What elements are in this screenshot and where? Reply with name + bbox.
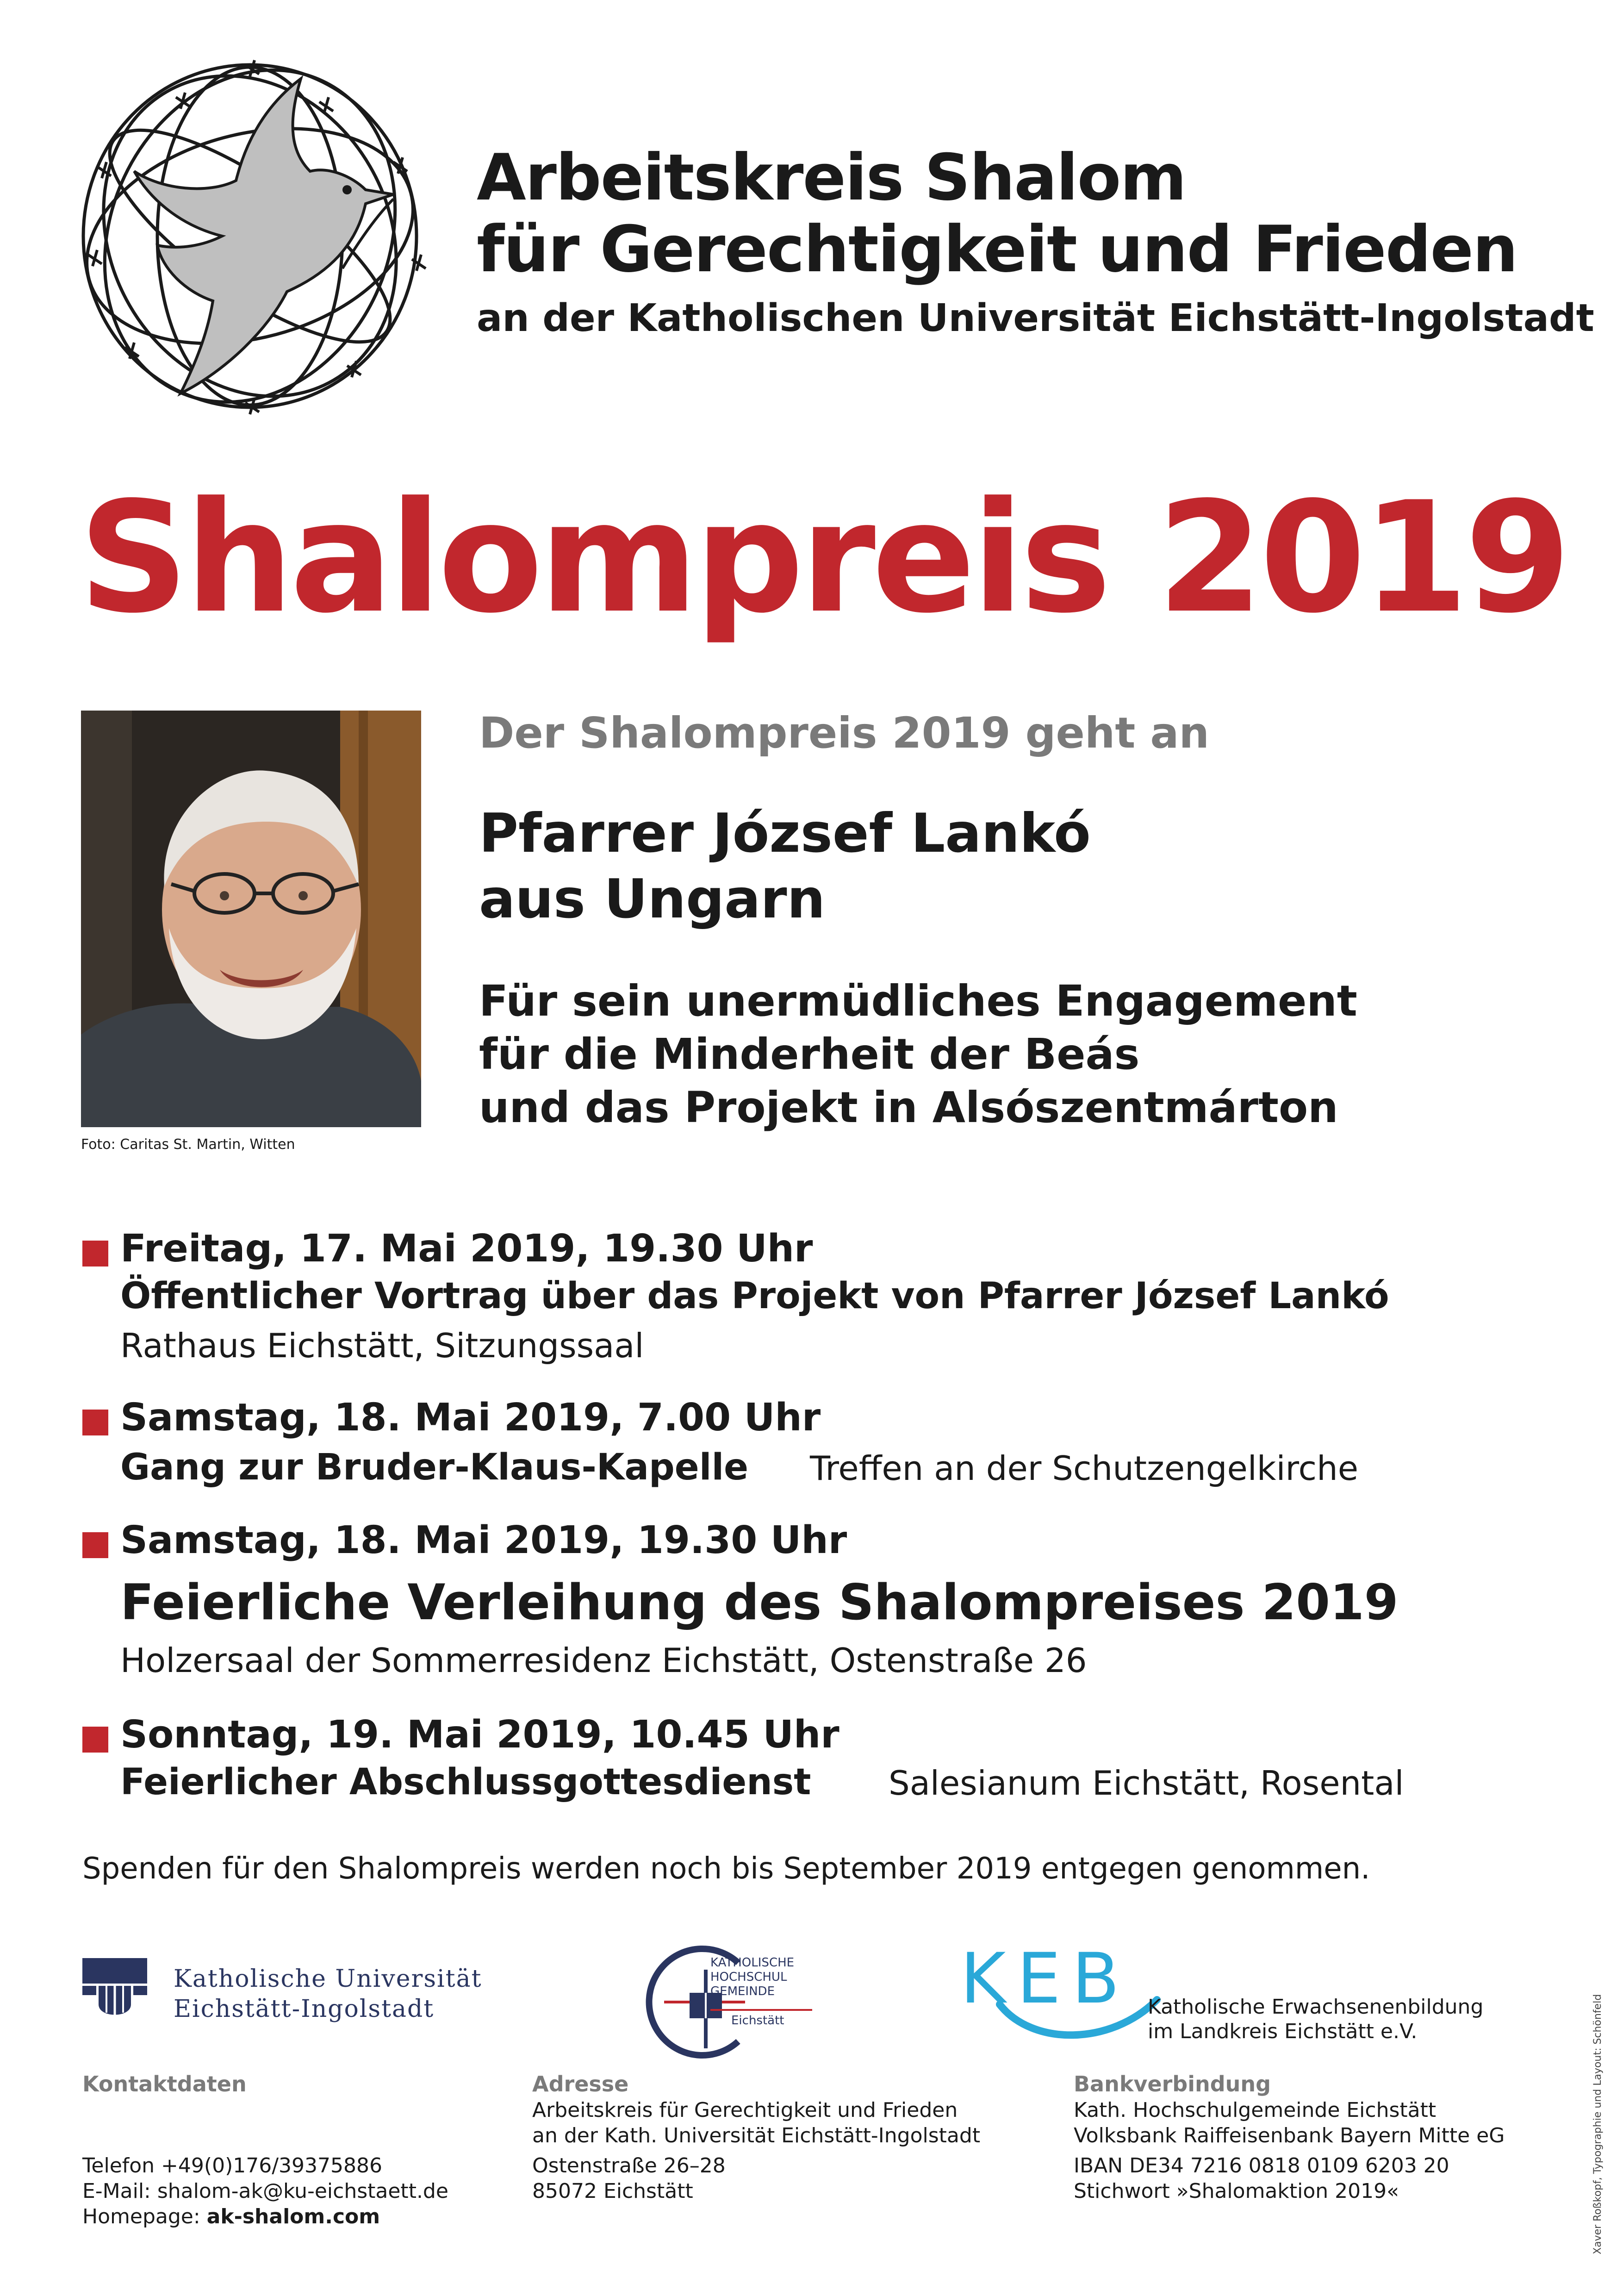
keb-logo: KEB <box>960 1939 1131 2019</box>
khg-line3: GEMEINDE <box>710 1984 775 1999</box>
reason-line2: für die Minderheit der Beás <box>479 1029 1140 1079</box>
address-line: 85072 Eichstätt <box>532 2179 693 2203</box>
khg-line1: KATHOLISCHE <box>710 1956 795 1970</box>
ku-name-line1: Katholische Universität <box>174 1965 482 1993</box>
khg-line2: HOCHSCHUL <box>710 1970 787 1984</box>
organization-affiliation: an der Katholischen Universität Eichstätt-Ingolstadt <box>477 296 1594 340</box>
design-credit: Xaver Roßkopf, Typographie und Layout: Schönfeld <box>1592 1994 1604 2254</box>
organization-name: Arbeitskreis Shalom <box>477 140 1186 215</box>
reason-line3: und das Projekt in Alsószentmárton <box>479 1083 1338 1132</box>
keb-line2: im Landkreis Eichstätt e.V. <box>1148 2019 1418 2043</box>
contact-phone: Telefon +49(0)176/39375886 <box>82 2154 382 2177</box>
address-line: an der Kath. Universität Eichstätt-Ingolstadt <box>532 2124 981 2147</box>
bank-line: Stichwort »Shalomaktion 2019« <box>1074 2179 1399 2203</box>
event-marker <box>82 1532 108 1558</box>
laureate-portrait-photo <box>81 711 421 1127</box>
contact-email: E-Mail: shalom-ak@ku-eichstaett.de <box>82 2179 448 2203</box>
event-venue: Salesianum Eichstätt, Rosental <box>889 1764 1404 1803</box>
page-title: Shalompreis 2019 <box>79 469 1567 647</box>
event-title: Feierliche Verleihung des Shalompreises 2019 <box>120 1574 1399 1631</box>
event-title: Gang zur Bruder-Klaus-Kapelle <box>120 1447 749 1488</box>
award-reason <box>479 974 1357 1134</box>
organization-subtitle: für Gerechtigkeit und Frieden <box>477 212 1517 287</box>
laureate-line1: Pfarrer József Lankó <box>479 802 1091 865</box>
event-title: Öffentlicher Vortrag über das Projekt von Pfarrer József Lankó <box>120 1275 1389 1317</box>
address-line: Ostenstraße 26–28 <box>532 2154 726 2177</box>
award-intro: Der Shalompreis 2019 geht an <box>479 708 1209 758</box>
reason-line1: Für sein unermüdliches Engagement <box>479 976 1357 1026</box>
keb-name <box>1148 1995 1483 2044</box>
ku-name-line2: Eichstätt-Ingolstadt <box>174 1995 435 2023</box>
event-date: Samstag, 18. Mai 2019, 19.30 Uhr <box>120 1518 847 1562</box>
event-title: Feierlicher Abschlussgottesdienst <box>120 1761 811 1803</box>
event-venue: Rathaus Eichstätt, Sitzungssaal <box>120 1326 644 1365</box>
bank-line: Volksbank Raiffeisenbank Bayern Mitte eG <box>1074 2124 1505 2147</box>
khg-name <box>710 1956 794 1999</box>
laureate-line2: aus Ungarn <box>479 867 826 930</box>
dove-barbed-wire-logo-icon <box>69 51 430 421</box>
address-heading: Adresse <box>532 2071 629 2096</box>
event-venue: Treffen an der Schutzengelkirche <box>810 1449 1359 1488</box>
event-marker <box>82 1727 108 1753</box>
laureate-name <box>479 801 1091 932</box>
photo-credit: Foto: Caritas St. Martin, Witten <box>81 1136 295 1153</box>
event-date: Sonntag, 19. Mai 2019, 10.45 Uhr <box>120 1713 839 1757</box>
event-marker <box>82 1410 108 1435</box>
event-date: Freitag, 17. Mai 2019, 19.30 Uhr <box>120 1227 813 1271</box>
donation-note: Spenden für den Shalompreis werden noch bis September 2019 entgegen genommen. <box>82 1852 1370 1886</box>
bank-line: IBAN DE34 7216 0818 0109 6203 20 <box>1074 2154 1449 2177</box>
homepage-link[interactable]: ak-shalom.com <box>206 2205 380 2228</box>
event-marker <box>82 1241 108 1267</box>
contact-homepage <box>82 2206 380 2228</box>
bank-heading: Bankverbindung <box>1074 2071 1271 2096</box>
bank-line: Kath. Hochschulgemeinde Eichstätt <box>1074 2098 1436 2122</box>
homepage-label: Homepage: <box>82 2205 200 2228</box>
contact-heading: Kontaktdaten <box>82 2071 247 2096</box>
event-date: Samstag, 18. Mai 2019, 7.00 Uhr <box>120 1396 821 1440</box>
khg-location: Eichstätt <box>731 2014 784 2028</box>
khg-divider <box>710 2009 812 2011</box>
keb-line1: Katholische Erwachsenenbildung <box>1148 1995 1484 2019</box>
ku-logo-icon <box>82 1958 147 2028</box>
event-venue: Holzersaal der Sommerresidenz Eichstätt, Ostenstraße 26 <box>120 1641 1087 1680</box>
keb-swoosh-icon <box>995 1995 1162 2051</box>
address-line: Arbeitskreis für Gerechtigkeit und Frieden <box>532 2098 958 2122</box>
